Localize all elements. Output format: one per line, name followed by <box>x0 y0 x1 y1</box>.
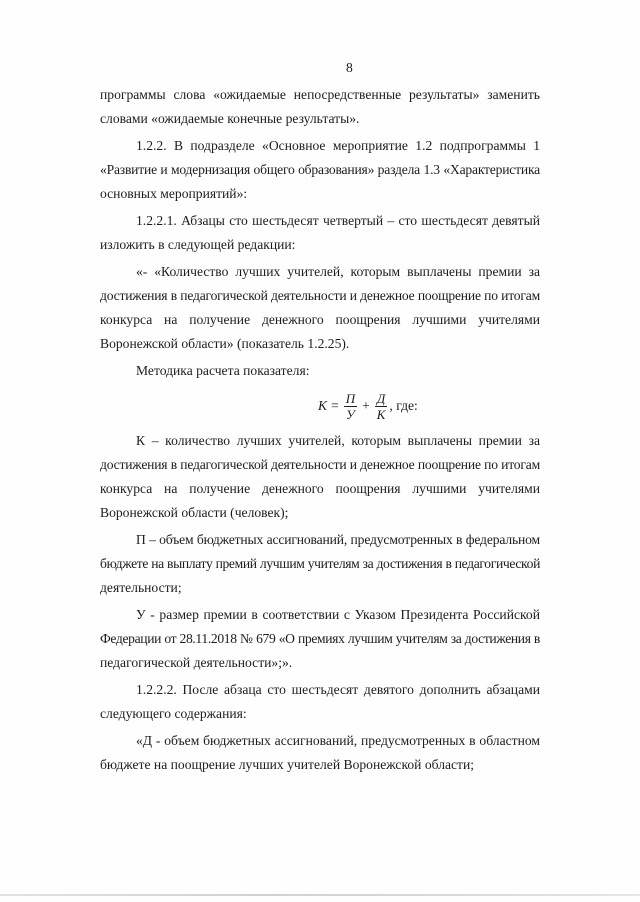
text-line: 1.2.2.2. После абзаца сто шестьдесят девятого дополнить абзацами <box>136 682 540 697</box>
variable-k-definition <box>100 429 540 525</box>
fraction-numerator: Д <box>376 390 386 406</box>
paragraph-continuation <box>100 83 540 131</box>
variable-d-definition <box>100 729 540 777</box>
text-line: достижения в педагогической деятельности и денежное поощрение по итогам <box>100 457 540 472</box>
text-line: Воронежской области» (показатель 1.2.25). <box>100 336 350 351</box>
fraction-denominator: У <box>346 406 355 422</box>
document-body <box>100 83 540 777</box>
text-line: «- «Количество лучших учителей, которым выплачены премии за <box>136 264 540 279</box>
formula-plus-sign: + <box>362 398 370 413</box>
scan-edge-line <box>0 894 640 896</box>
formula-fraction-2 <box>375 391 388 422</box>
formula-lhs: К <box>318 398 328 413</box>
text-line: конкурса на получение денежного поощрения лучшими учителями <box>100 481 540 496</box>
fraction-denominator: К <box>376 406 386 422</box>
text-line: Федерации от 28.11.2018 № 679 «О премиях лучшим учителям за достижения в <box>100 631 540 646</box>
indicator-definition-paragraph <box>100 260 540 356</box>
fraction-numerator: П <box>345 390 356 406</box>
variable-p-definition <box>100 528 540 600</box>
text-line: 1.2.2. В подразделе «Основное мероприятие 1.2 подпрограммы 1 <box>136 138 540 153</box>
text-line: программы слова «ожидаемые непосредственные результаты» заменить <box>100 87 540 102</box>
text-line: К – количество лучших учителей, которым выплачены премии за <box>136 433 540 448</box>
calculation-formula <box>100 386 540 426</box>
paragraph-1-2-2-1 <box>100 209 540 257</box>
paragraph-1-2-2 <box>100 134 540 206</box>
text-line: «Д - объем бюджетных ассигнований, предусмотренных в областном <box>136 733 540 748</box>
formula-fraction-1 <box>344 391 357 422</box>
text-line: следующего содержания: <box>100 706 247 721</box>
text-line: педагогической деятельности»;». <box>100 655 293 670</box>
text-line: 1.2.2.1. Абзацы сто шестьдесят четвертый – сто шестьдесят девятый <box>136 213 540 228</box>
variable-u-definition <box>100 603 540 675</box>
text-line: Воронежской области (человек); <box>100 505 289 520</box>
text-line: Методика расчета показателя: <box>136 363 310 378</box>
page-number: 8 <box>346 60 353 75</box>
text-line: П – объем бюджетных ассигнований, предусмотренных в федеральном <box>136 532 540 547</box>
text-line: деятельности; <box>100 580 182 595</box>
text-line: конкурса на получение денежного поощрения лучшими учителями <box>100 312 540 327</box>
formula-suffix: , где: <box>389 398 418 413</box>
text-line: основных мероприятий»: <box>100 186 248 201</box>
text-line: бюджете на поощрение лучших учителей Воронежской области; <box>100 757 475 772</box>
text-line: бюджете на выплату премий лучшим учителям за достижения в педагогической <box>100 556 540 571</box>
method-heading-paragraph <box>100 359 540 383</box>
paragraph-1-2-2-2 <box>100 678 540 726</box>
text-line: «Развитие и модернизация общего образования» раздела 1.3 «Характеристика <box>100 162 540 177</box>
formula-equals-sign: = <box>331 398 339 413</box>
text-line: достижения в педагогической деятельности и денежное поощрение по итогам <box>100 288 540 303</box>
text-line: У - размер премии в соответствии с Указом Президента Российской <box>136 607 540 622</box>
text-line: словами «ожидаемые конечные результаты». <box>100 111 360 126</box>
text-line: изложить в следующей редакции: <box>100 237 296 252</box>
